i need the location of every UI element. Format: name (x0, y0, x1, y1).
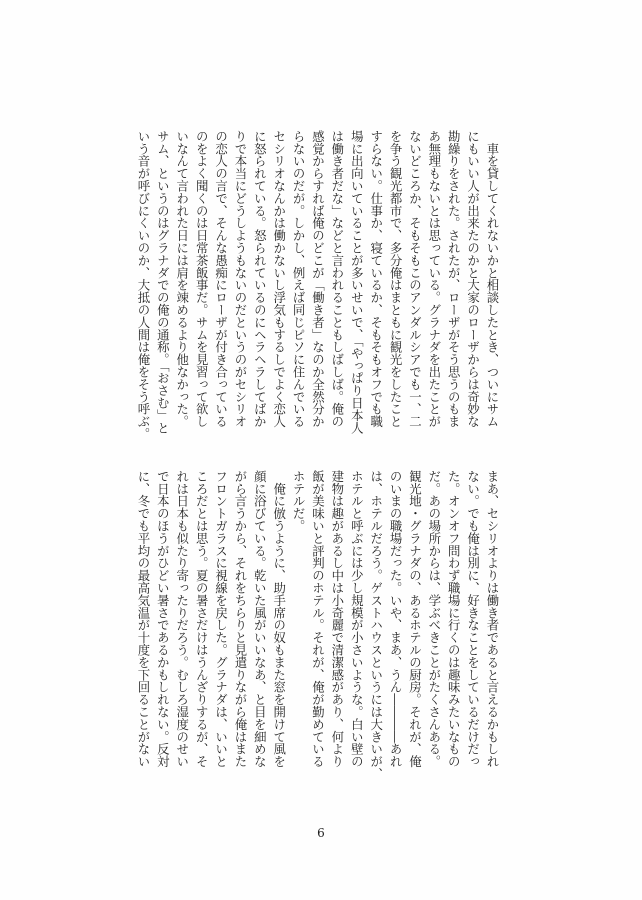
text-block-upper (133, 130, 502, 442)
text-column: 建物は趣があるし中は小奇麗で清潔感があり、何より (329, 470, 345, 768)
text-column: 観光地・グラナダの、あるホテルの厨房。それが、俺 (407, 470, 423, 768)
text-column: ないどころか、そもそもこのアンダルシアでも一、二 (407, 130, 423, 428)
text-column: のをよく聞くのは日常茶飯事だ。サムを見習って欲し (194, 130, 210, 428)
text-column: は、ホテルだろう。ゲストハウスというには大きいが、 (368, 470, 384, 780)
text-column: サム、というのはグラナダでの俺の通称。「おさむ」と (155, 130, 171, 434)
text-column: の恋人の言で、そんな愚痴にローザが付き合っている (213, 130, 229, 428)
text-column: 勘繰りをされた。されたが、ローザがそう思うのもま (446, 130, 462, 428)
text-column: いう音が呼びにくいのか、大抵の人間は俺をそう呼ぶ。 (135, 130, 151, 440)
text-column: を争う観光都市で、多分俺はまともに観光をしたこと (388, 130, 404, 428)
text-column: ホテルだ。 (291, 470, 307, 532)
text-column: りで本当にどうしようもないのだというのがセシリオ (232, 130, 248, 428)
text-column: 俺に倣うように、助手席の奴もまた窓を開けて風を (271, 470, 287, 768)
text-column: に怒られている。怒られているのにヘラヘラしてばか (252, 130, 268, 428)
text-column: 感覚からすれば俺のどこが「働き者」なのか全然分か (310, 130, 326, 428)
text-column: セシリオなんかは働かないし浮気もするしでよく恋人 (271, 130, 287, 428)
text-column: 場に出向いていることが多いせいで、「やっぱり日本人 (349, 130, 365, 434)
text-column: がら言うから、それをちらりと見遣りながら俺はまた (232, 470, 248, 768)
text-column: で日本のほうがひどい暑さであるかもしれない。反対 (155, 470, 171, 768)
text-column: ない。でも俺は別に、好きなことをしているだけだっ (465, 470, 481, 768)
text-column: ホテルと呼ぶには少し規模が小さいような。白い壁の (349, 470, 365, 768)
text-column: 車を貸してくれないかと相談したとき、ついにサム (485, 130, 500, 428)
text-column: だ。あの場所からは、学ぶべきことがたくさんある。 (426, 470, 442, 768)
text-column: フロントガラスに視線を戻した。グラナダは、いいと (213, 470, 229, 768)
text-column: た。オンオフ問わず職場に行くのは趣味みたいなもの (446, 470, 462, 768)
text-column: は働き者だな」などと言われることもしばしば。俺の (329, 130, 345, 428)
text-column: あ無理もないとは思っている。グラナダを出たことが (426, 130, 442, 428)
text-column: に、冬でも平均の最高気温が十度を下回ることがない (135, 470, 151, 768)
text-column: にもいい人が出来たのかと大家のローザからは奇妙な (465, 130, 481, 428)
text-column: らないのだが。しかし、例えば同じピソに住んでいる (291, 130, 307, 428)
text-column: れは日本も似たり寄ったりだろう。むしろ湿度のせい (174, 470, 190, 768)
text-column: ころだとは思う。夏の暑さだけはうんざりするが、そ (194, 470, 210, 768)
text-column: 飯が美味いと評判のホテル。それが、俺が勤めている (310, 470, 326, 768)
text-column: いなんて言われた日には肩を竦めるより他なかった。 (174, 130, 190, 428)
text-column: すらない。仕事か、寝ているか、そもそもオフでも職 (368, 130, 384, 428)
page-number: 6 (317, 826, 325, 840)
text-block-lower (133, 470, 502, 782)
text-column: 顔に浴びている。乾いた風がいいなあ、と目を細めな (252, 470, 268, 768)
text-column: のいまの職場だった。いや、まあ、うん――――あれ (388, 470, 404, 768)
text-column: まあ、セシリオよりは働き者であると言えるかもしれ (485, 470, 500, 768)
